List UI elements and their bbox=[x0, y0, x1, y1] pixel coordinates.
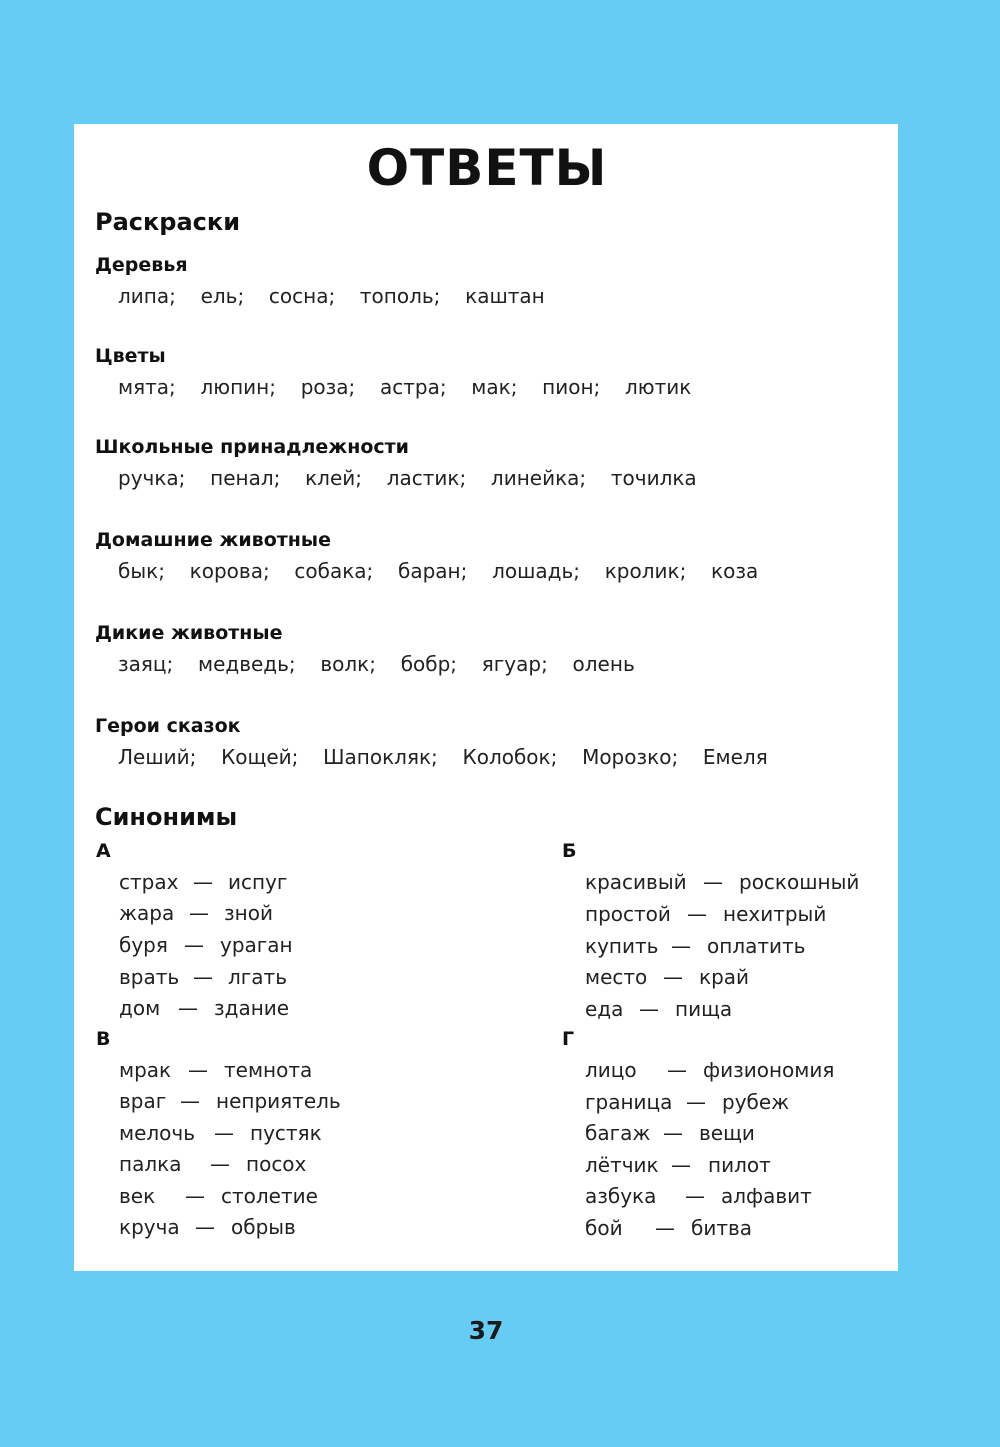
synonym-word: мрак bbox=[119, 1058, 172, 1082]
synonym-word: здание bbox=[214, 996, 290, 1020]
synonym-word: физиономия bbox=[703, 1058, 835, 1082]
synonym-word: обрыв bbox=[231, 1215, 296, 1239]
group-title-domestic-animals: Домашние животные bbox=[95, 529, 331, 551]
group-answers-flowers: мята; люпин; роза; астра; мак; пион; лютик bbox=[118, 375, 692, 399]
synonym-word: круча bbox=[119, 1215, 180, 1239]
group-title-wild-animals: Дикие животные bbox=[95, 622, 283, 644]
synonym-dash: — bbox=[193, 965, 213, 989]
synonym-word: пилот bbox=[708, 1153, 771, 1177]
page-number: 37 bbox=[468, 1316, 504, 1345]
synonym-word: пища bbox=[675, 997, 733, 1021]
synonym-dash: — bbox=[195, 1215, 215, 1239]
synonym-word: рубеж bbox=[722, 1090, 790, 1114]
synonyms-heading: Синонимы bbox=[95, 803, 238, 831]
group-answers-trees: липа; ель; сосна; тополь; каштан bbox=[118, 284, 545, 308]
synonym-word: палка bbox=[119, 1152, 182, 1176]
synonym-word: азбука bbox=[585, 1184, 657, 1208]
group-title-flowers: Цветы bbox=[95, 345, 166, 367]
synonym-word: дом bbox=[119, 996, 161, 1020]
group-answers-wild-animals: заяц; медведь; волк; бобр; ягуар; олень bbox=[118, 652, 635, 676]
synonym-word: еда bbox=[585, 997, 624, 1021]
synonym-word: посох bbox=[246, 1152, 307, 1176]
synonym-word: враг bbox=[119, 1089, 167, 1113]
synonym-word: вещи bbox=[699, 1121, 755, 1145]
synonym-dash: — bbox=[671, 1153, 691, 1177]
synonym-word: багаж bbox=[585, 1121, 651, 1145]
synonym-dash: — bbox=[663, 1121, 683, 1145]
synonym-word: алфавит bbox=[721, 1184, 812, 1208]
synonym-word: буря bbox=[119, 933, 168, 957]
synonym-word: край bbox=[699, 965, 750, 989]
synonym-word: век bbox=[119, 1184, 156, 1208]
synonym-dash: — bbox=[210, 1152, 230, 1176]
group-answers-domestic-animals: бык; корова; собака; баран; лошадь; кролик; коза bbox=[118, 559, 759, 583]
synonym-dash: — bbox=[185, 1184, 205, 1208]
page-title: ОТВЕТЫ bbox=[366, 139, 608, 197]
synonym-dash: — bbox=[655, 1216, 675, 1240]
synonym-word: испуг bbox=[228, 870, 288, 894]
synonym-word: столетие bbox=[221, 1184, 318, 1208]
synonym-word: лётчик bbox=[585, 1153, 659, 1177]
synonym-word: купить bbox=[585, 934, 659, 958]
synonym-letter-b: Б bbox=[562, 840, 577, 862]
synonym-dash: — bbox=[189, 901, 209, 925]
group-title-trees: Деревья bbox=[95, 254, 188, 276]
synonym-word: место bbox=[585, 965, 648, 989]
synonym-word: страх bbox=[119, 870, 179, 894]
group-answers-fairy-tale-heroes: Леший; Кощей; Шапокляк; Колобок; Морозко; Емеля bbox=[118, 745, 768, 769]
synonym-dash: — bbox=[193, 870, 213, 894]
synonym-word: нехитрый bbox=[723, 902, 827, 926]
synonym-word: лгать bbox=[228, 965, 287, 989]
synonym-dash: — bbox=[214, 1121, 234, 1145]
synonym-dash: — bbox=[639, 997, 659, 1021]
synonym-dash: — bbox=[671, 934, 691, 958]
group-title-school-supplies: Школьные принадлежности bbox=[95, 436, 409, 458]
synonym-word: оплатить bbox=[707, 934, 806, 958]
synonym-letter-a: А bbox=[96, 840, 111, 862]
synonym-word: простой bbox=[585, 902, 671, 926]
synonym-word: ураган bbox=[220, 933, 293, 957]
synonym-word: темнота bbox=[224, 1058, 313, 1082]
synonym-dash: — bbox=[703, 870, 723, 894]
synonym-dash: — bbox=[686, 1090, 706, 1114]
synonym-word: бой bbox=[585, 1216, 623, 1240]
synonym-word: мелочь bbox=[119, 1121, 196, 1145]
synonym-dash: — bbox=[685, 1184, 705, 1208]
synonym-letter-v: В bbox=[96, 1028, 111, 1050]
synonym-word: неприятель bbox=[216, 1089, 341, 1113]
synonym-dash: — bbox=[184, 933, 204, 957]
synonym-word: зной bbox=[224, 901, 273, 925]
synonym-word: граница bbox=[585, 1090, 673, 1114]
coloring-heading: Раскраски bbox=[95, 208, 241, 236]
synonym-word: красивый bbox=[585, 870, 687, 894]
synonym-dash: — bbox=[663, 965, 683, 989]
synonym-word: жара bbox=[119, 901, 175, 925]
synonym-word: пустяк bbox=[250, 1121, 322, 1145]
group-answers-school-supplies: ручка; пенал; клей; ластик; линейка; точилка bbox=[118, 466, 697, 490]
group-title-fairy-tale-heroes: Герои сказок bbox=[95, 715, 241, 737]
synonym-dash: — bbox=[178, 996, 198, 1020]
synonym-word: битва bbox=[691, 1216, 753, 1240]
synonym-dash: — bbox=[188, 1058, 208, 1082]
synonym-dash: — bbox=[687, 902, 707, 926]
synonym-dash: — bbox=[180, 1089, 200, 1113]
synonym-letter-g: Г bbox=[562, 1028, 575, 1050]
synonym-word: врать bbox=[119, 965, 180, 989]
synonym-word: лицо bbox=[585, 1058, 637, 1082]
synonym-word: роскошный bbox=[739, 870, 860, 894]
synonym-dash: — bbox=[667, 1058, 687, 1082]
